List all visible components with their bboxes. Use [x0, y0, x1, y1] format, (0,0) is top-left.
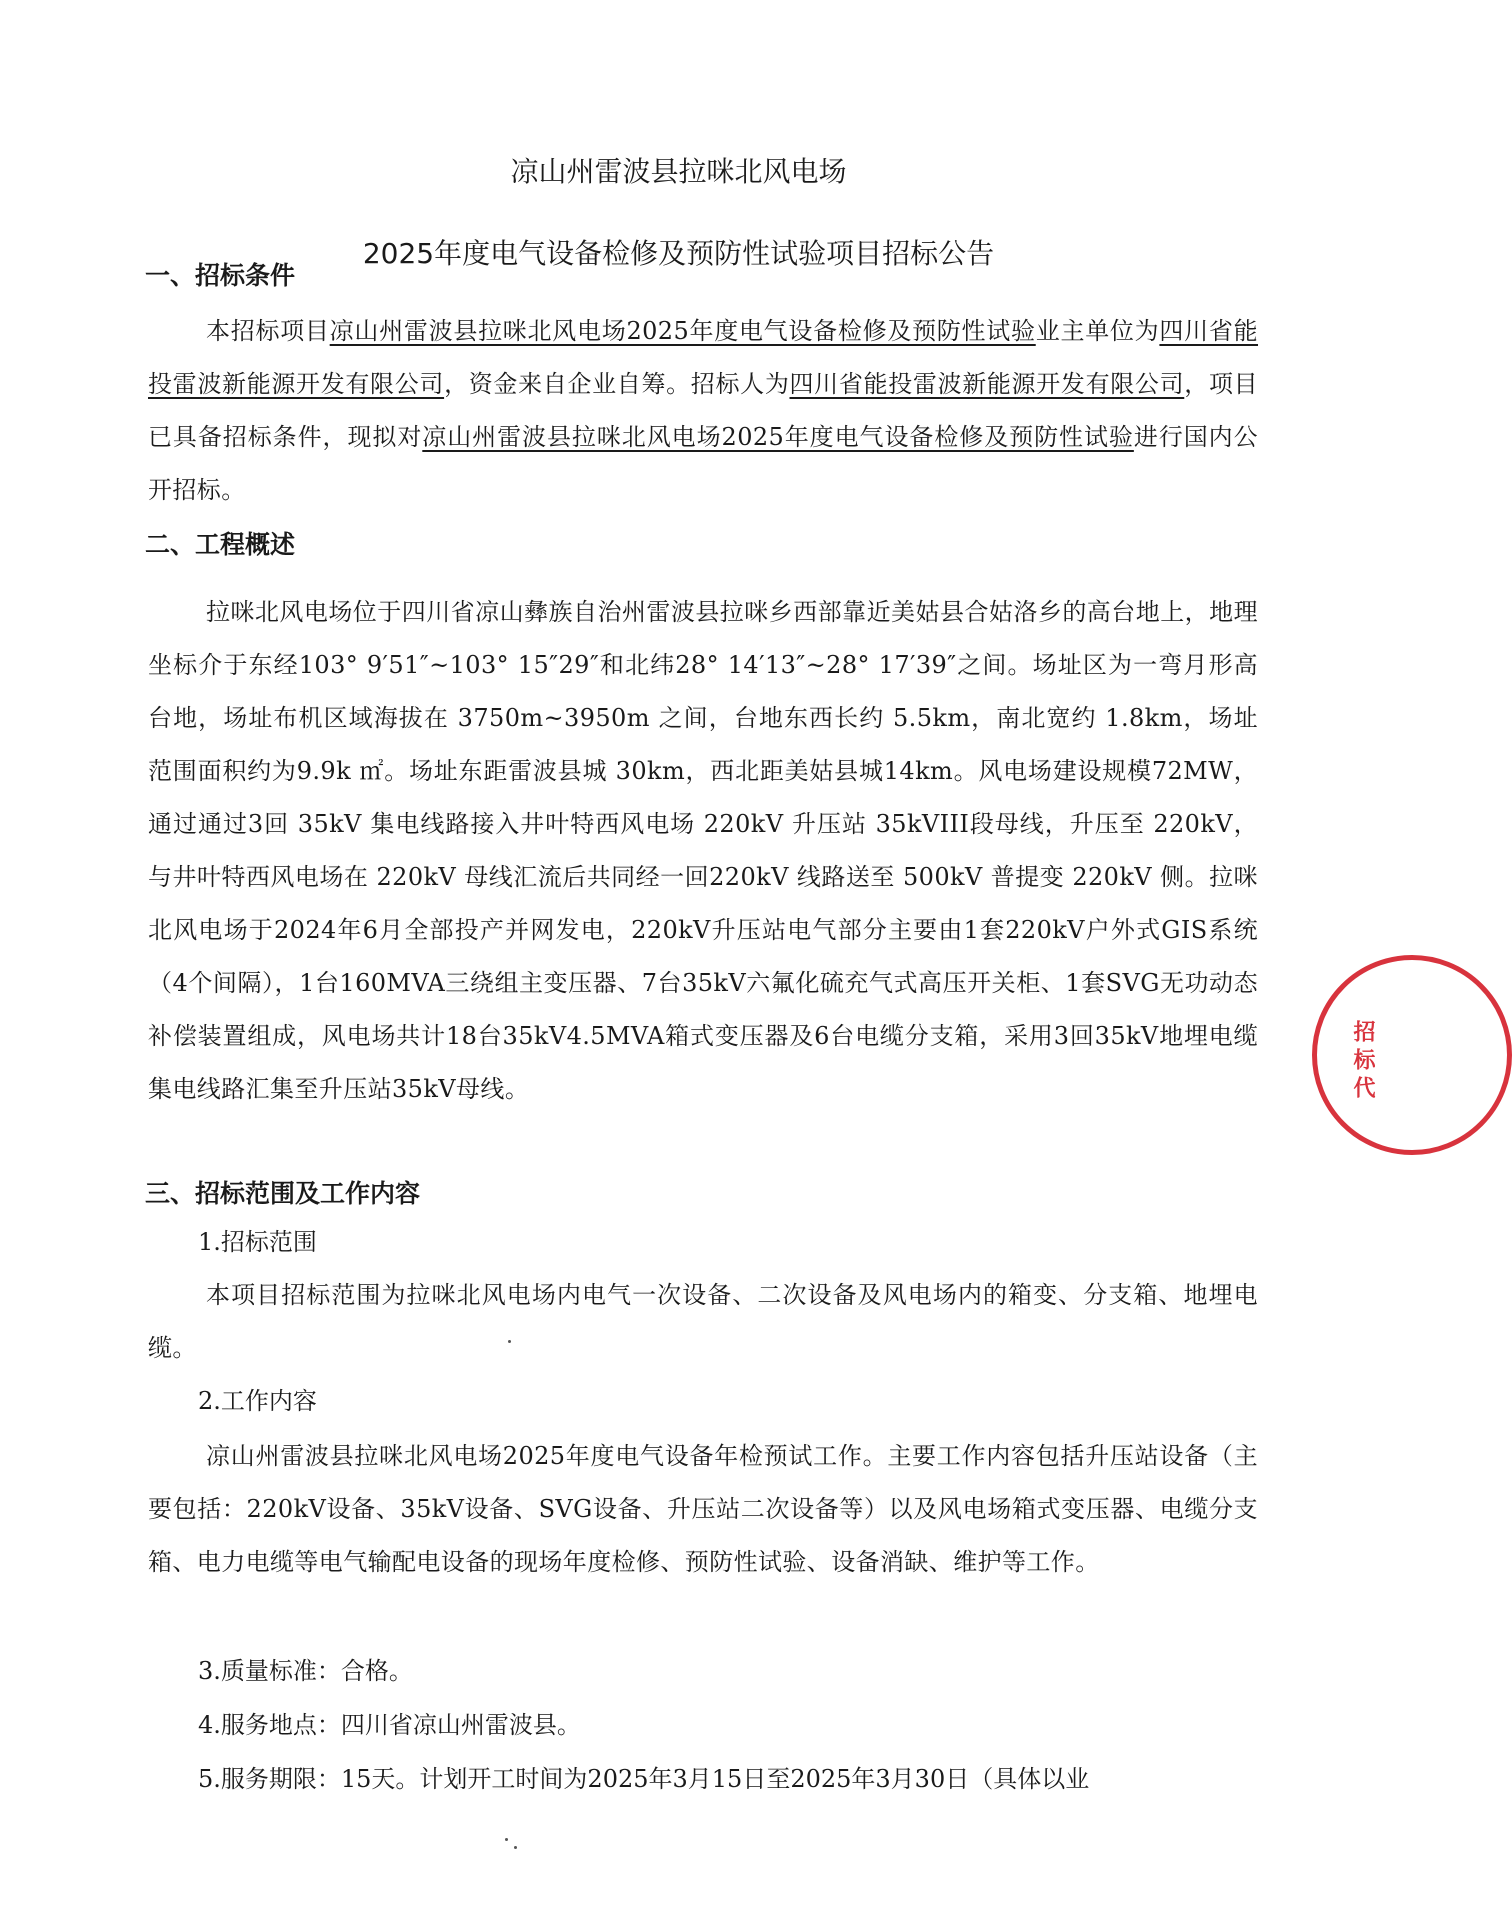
s1-project-name: 凉山州雷波县拉咪北风电场2025年度电气设备检修及预防性试验 [329, 317, 1036, 345]
subsection-2-title: 2.工作内容 [198, 1387, 317, 1415]
subsection-1-paragraph: 本项目招标范围为拉咪北风电场内电气一次设备、二次设备及风电场内的箱变、分支箱、地埋电缆。 [148, 1281, 1258, 1362]
s1-text-d: ，项目已具备招标条件，现拟对 [148, 370, 1259, 451]
s1-text-b: 业主单位为 [1035, 317, 1160, 345]
s1-text-a: 本招标项目 [206, 317, 330, 345]
section-1-heading: 一、招标条件 [145, 261, 296, 290]
document-title-line-1: 凉山州雷波县拉咪北风电场 [510, 155, 847, 188]
subsection-2-paragraph: 凉山州雷波县拉咪北风电场2025年度电气设备年检预试工作。主要工作内容包括升压站设备（主要包括：220kV设备、35kV设备、SVG设备、升压站二次设备等）以及风电场箱式变压器、电缆分支箱、电力电缆等电气输配电设备的现场年度检修、预防性试验、设备消缺、维护等工作。 [148, 1442, 1258, 1576]
scan-speck [508, 1340, 511, 1343]
subsection-4-location: 4.服务地点：四川省凉山州雷波县。 [198, 1711, 581, 1739]
s1-owner-name: 四川省能投雷波新能源开发有限公司 [148, 317, 1259, 398]
subsection-1-title: 1.招标范围 [198, 1228, 317, 1256]
scan-speck [505, 1838, 508, 1841]
subsection-3-quality: 3.质量标准：合格。 [198, 1657, 413, 1685]
s1-text-e: 进行国内公开招标。 [148, 423, 1259, 504]
scan-speck [514, 1846, 517, 1849]
company-seal [1312, 955, 1512, 1155]
section-1-paragraph [148, 305, 1258, 517]
section-3-heading: 三、招标范围及工作内容 [145, 1179, 421, 1208]
section-2-paragraph: 拉咪北风电场位于四川省凉山彝族自治州雷波县拉咪乡西部靠近美姑县合姑洛乡的高台地上，地理坐标介于东经103° 9′51″~103° 15″29″和北纬28° 14′13″~28° 17′39″之间。场址区为一弯月形高台地，场址布机区域海拔在 3750m~3950m 之间，台地东西长约 5.5km，南北宽约 1.8km，场址范围面积约为9.9k ㎡。场址东距雷波县城 30km，西北距美姑县城14km。风电场建设规模72MW，通过通过3回 35kV 集电线路接入井叶特西风电场 220kV 升压站 35kVIII段母线，升压至 220kV，与井叶特西风电场在 220kV 母线汇流后共同经一回220kV 线路送至 500kV 普提变 220kV 侧。拉咪北风电场于2024年6月全部投产并网发电，220kV升压站电气部分主要由1套220kV户外式GIS系统（4个间隔），1台160MVA三绕组主变压器、7台35kV六氟化硫充气式高压开关柜、1套SVG无功动态补偿装置组成，风电场共计18台35kV4.5MVA箱式变压器及6台电缆分支箱，采用3回35kV地埋电缆集电线路汇集至升压站35kV母线。 [148, 598, 1258, 1103]
s1-text-c: ，资金来自企业自筹。招标人为 [444, 370, 790, 398]
subsection-5-period: 5.服务期限：15天。计划开工时间为2025年3月15日至2025年3月30日（具体以业 [198, 1765, 1090, 1793]
section-2-heading: 二、工程概述 [145, 530, 296, 559]
s1-project-name-2: 凉山州雷波县拉咪北风电场2025年度电气设备检修及预防性试验 [422, 423, 1134, 451]
s1-tenderer-name: 四川省能投雷波新能源开发有限公司 [789, 370, 1185, 398]
seal-text: 招标代 [1350, 1020, 1375, 1104]
document-title-line-2: 2025年度电气设备检修及预防性试验项目招标公告 [362, 237, 995, 270]
